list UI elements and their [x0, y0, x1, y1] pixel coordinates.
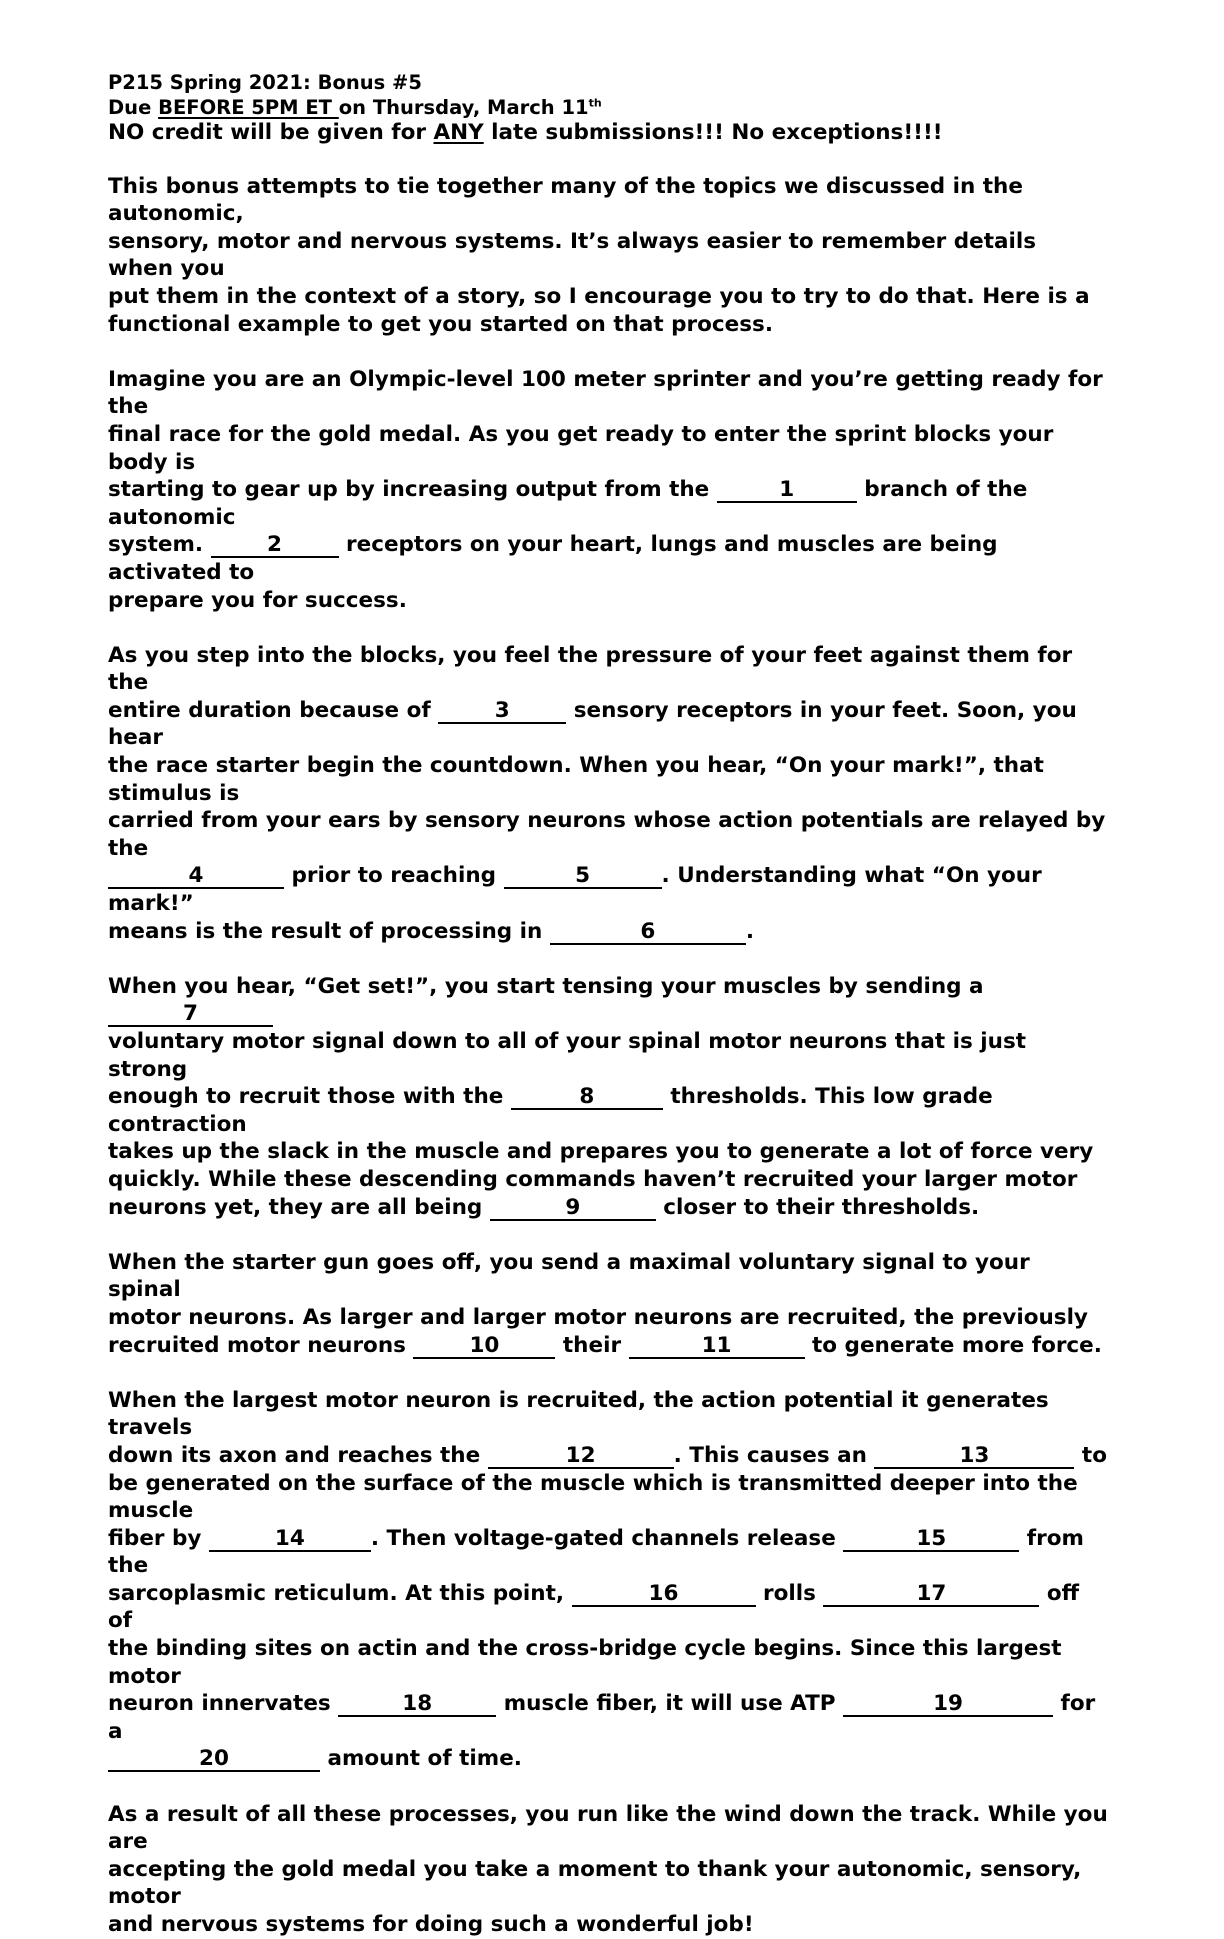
course-title: P215 Spring 2021: Bonus #5: [108, 71, 422, 94]
due-deadline: BEFORE 5PM ET: [158, 96, 339, 119]
text-span: closer to their thresholds.: [655, 1194, 980, 1220]
text-line: [108, 1525, 1108, 1580]
text-span: . This causes an: [673, 1442, 875, 1468]
blank-6[interactable]: 6: [550, 921, 746, 945]
due-label: Due: [108, 96, 159, 119]
text-span: neurons yet, they are all being: [108, 1194, 490, 1220]
header: [108, 70, 1108, 145]
text-line: When the starter gun goes off, you send a maximal voluntary signal to your spinal: [108, 1249, 1030, 1303]
due-date-suffix: th: [588, 96, 602, 110]
closing-paragraph: [108, 1801, 1108, 1939]
blank-20[interactable]: 20: [108, 1748, 320, 1772]
blank-5[interactable]: 5: [504, 865, 662, 889]
text-line: quickly. While these descending commands haven’t recruited your larger motor: [108, 1166, 1078, 1192]
text-span: to: [1074, 1442, 1107, 1468]
text-span: .: [745, 918, 754, 944]
text-span: means is the result of processing in: [108, 918, 550, 944]
paragraph-1: [108, 366, 1108, 614]
text-span: fiber by: [108, 1525, 209, 1551]
text-span: When you hear, “Get set!”, you start tensing your muscles by sending a: [108, 973, 984, 999]
worksheet-page: [108, 70, 1108, 1939]
blank-4[interactable]: 4: [108, 865, 284, 889]
text-line: and nervous systems for doing such a wonderful job!: [108, 1912, 754, 1937]
blank-3[interactable]: 3: [438, 700, 566, 724]
text-line: [108, 973, 1108, 1028]
text-line: prepare you for success.: [108, 587, 407, 613]
text-line: [108, 918, 1108, 946]
text-span: sensory receptors in your feet. Soon, you hear: [108, 697, 1077, 751]
text-span: enough to recruit those with the: [108, 1084, 511, 1110]
text-line: [108, 1580, 1108, 1635]
text-span: neuron innervates: [108, 1691, 339, 1717]
text-line: [108, 1442, 1108, 1470]
text-line: accepting the gold medal you take a moment to thank your autonomic, sensory, motor: [108, 1856, 1082, 1910]
text-span: . Understanding what “On your mark!”: [108, 863, 1042, 917]
text-span: entire duration because of: [108, 697, 439, 723]
paragraph-3: [108, 973, 1108, 1221]
text-line: [108, 1690, 1108, 1745]
text-span: sarcoplasmic reticulum. At this point,: [108, 1580, 572, 1606]
blank-14[interactable]: 14: [209, 1528, 371, 1552]
text-line: motor neurons. As larger and larger motor neurons are recruited, the previously: [108, 1304, 1088, 1330]
text-line: [108, 862, 1108, 917]
text-line: final race for the gold medal. As you get ready to enter the sprint blocks your body is: [108, 421, 1054, 475]
late-policy-text: NO credit will be given for: [108, 120, 434, 145]
text-line: As you step into the blocks, you feel the pressure of your feet against them for the: [108, 642, 1073, 696]
text-line: [108, 1332, 1108, 1360]
text-line: be generated on the surface of the muscle which is transmitted deeper into the muscle: [108, 1470, 1078, 1524]
text-span: rolls: [755, 1580, 824, 1606]
late-policy-emphasis: ANY: [433, 120, 484, 145]
paragraph-5: [108, 1387, 1108, 1773]
text-span: for a: [108, 1691, 1096, 1744]
text-span: system.: [108, 532, 211, 558]
blank-2[interactable]: 2: [211, 534, 339, 558]
blank-15[interactable]: 15: [843, 1528, 1019, 1552]
text-span: to generate more force.: [804, 1332, 1102, 1358]
text-span: their: [555, 1332, 629, 1358]
blank-17[interactable]: 17: [823, 1583, 1039, 1607]
text-line: This bonus attempts to tie together many of the topics we discussed in the autonomic,: [108, 173, 1023, 227]
due-line: [108, 95, 1108, 120]
blank-19[interactable]: 19: [843, 1693, 1053, 1717]
intro-paragraph: [108, 173, 1108, 339]
text-line: carried from your ears by sensory neurons whose action potentials are relayed by the: [108, 808, 1106, 861]
text-span: receptors on your heart, lungs and muscles are being activated to: [108, 532, 998, 585]
text-span: prior to reaching: [284, 863, 504, 889]
text-span: . Then voltage-gated channels release: [370, 1525, 844, 1551]
text-span: down its axon and reaches the: [108, 1442, 488, 1468]
blank-12[interactable]: 12: [488, 1445, 674, 1469]
paragraph-4: [108, 1249, 1108, 1359]
text-span: recruited motor neurons: [108, 1332, 414, 1358]
blank-11[interactable]: 11: [629, 1335, 805, 1359]
blank-10[interactable]: 10: [413, 1335, 555, 1359]
due-date: on Thursday, March 11: [338, 96, 589, 119]
text-line: takes up the slack in the muscle and prepares you to generate a lot of force very: [108, 1139, 1094, 1165]
text-line: functional example to get you started on that process.: [108, 311, 774, 337]
text-line: [108, 1194, 1108, 1222]
text-line: As a result of all these processes, you run like the wind down the track. While you are: [108, 1801, 1108, 1855]
blank-18[interactable]: 18: [338, 1693, 496, 1717]
text-span: thresholds. This low grade contraction: [108, 1084, 993, 1137]
blank-9[interactable]: 9: [490, 1197, 656, 1221]
blank-7[interactable]: 7: [108, 1003, 273, 1027]
text-line: the binding sites on actin and the cross-bridge cycle begins. Since this largest motor: [108, 1636, 1062, 1689]
text-span: branch of the autonomic: [108, 477, 1028, 530]
text-line: [108, 476, 1108, 531]
text-span: starting to gear up by increasing output from the: [108, 477, 717, 503]
text-span: amount of time.: [320, 1746, 522, 1772]
blank-1[interactable]: 1: [717, 479, 857, 503]
text-line: voluntary motor signal down to all of your spinal motor neurons that is just strong: [108, 1029, 1027, 1082]
text-line: When the largest motor neuron is recruited, the action potential it generates travels: [108, 1387, 1049, 1441]
blank-8[interactable]: 8: [511, 1086, 663, 1110]
text-line: sensory, motor and nervous systems. It’s always easier to remember details when you: [108, 228, 1037, 282]
text-span: off of: [108, 1580, 1080, 1634]
text-span: muscle fiber, it will use ATP: [496, 1691, 844, 1717]
blank-13[interactable]: 13: [874, 1445, 1074, 1469]
blank-16[interactable]: 16: [572, 1583, 756, 1607]
text-line: Imagine you are an Olympic-level 100 meter sprinter and you’re getting ready for the: [108, 366, 1103, 420]
paragraph-2: [108, 642, 1108, 946]
late-policy: [108, 120, 1108, 145]
text-line: [108, 1083, 1108, 1138]
late-policy-text-end: late submissions!!! No exceptions!!!!: [483, 120, 943, 145]
text-line: [108, 1745, 1108, 1773]
text-span: from the: [108, 1525, 1084, 1579]
text-line: [108, 531, 1108, 586]
text-line: [108, 697, 1108, 752]
text-line: the race starter begin the countdown. When you hear, “On your mark!”, that stimulus is: [108, 753, 1044, 806]
text-line: put them in the context of a story, so I encourage you to try to do that. Here is a: [108, 283, 1090, 309]
